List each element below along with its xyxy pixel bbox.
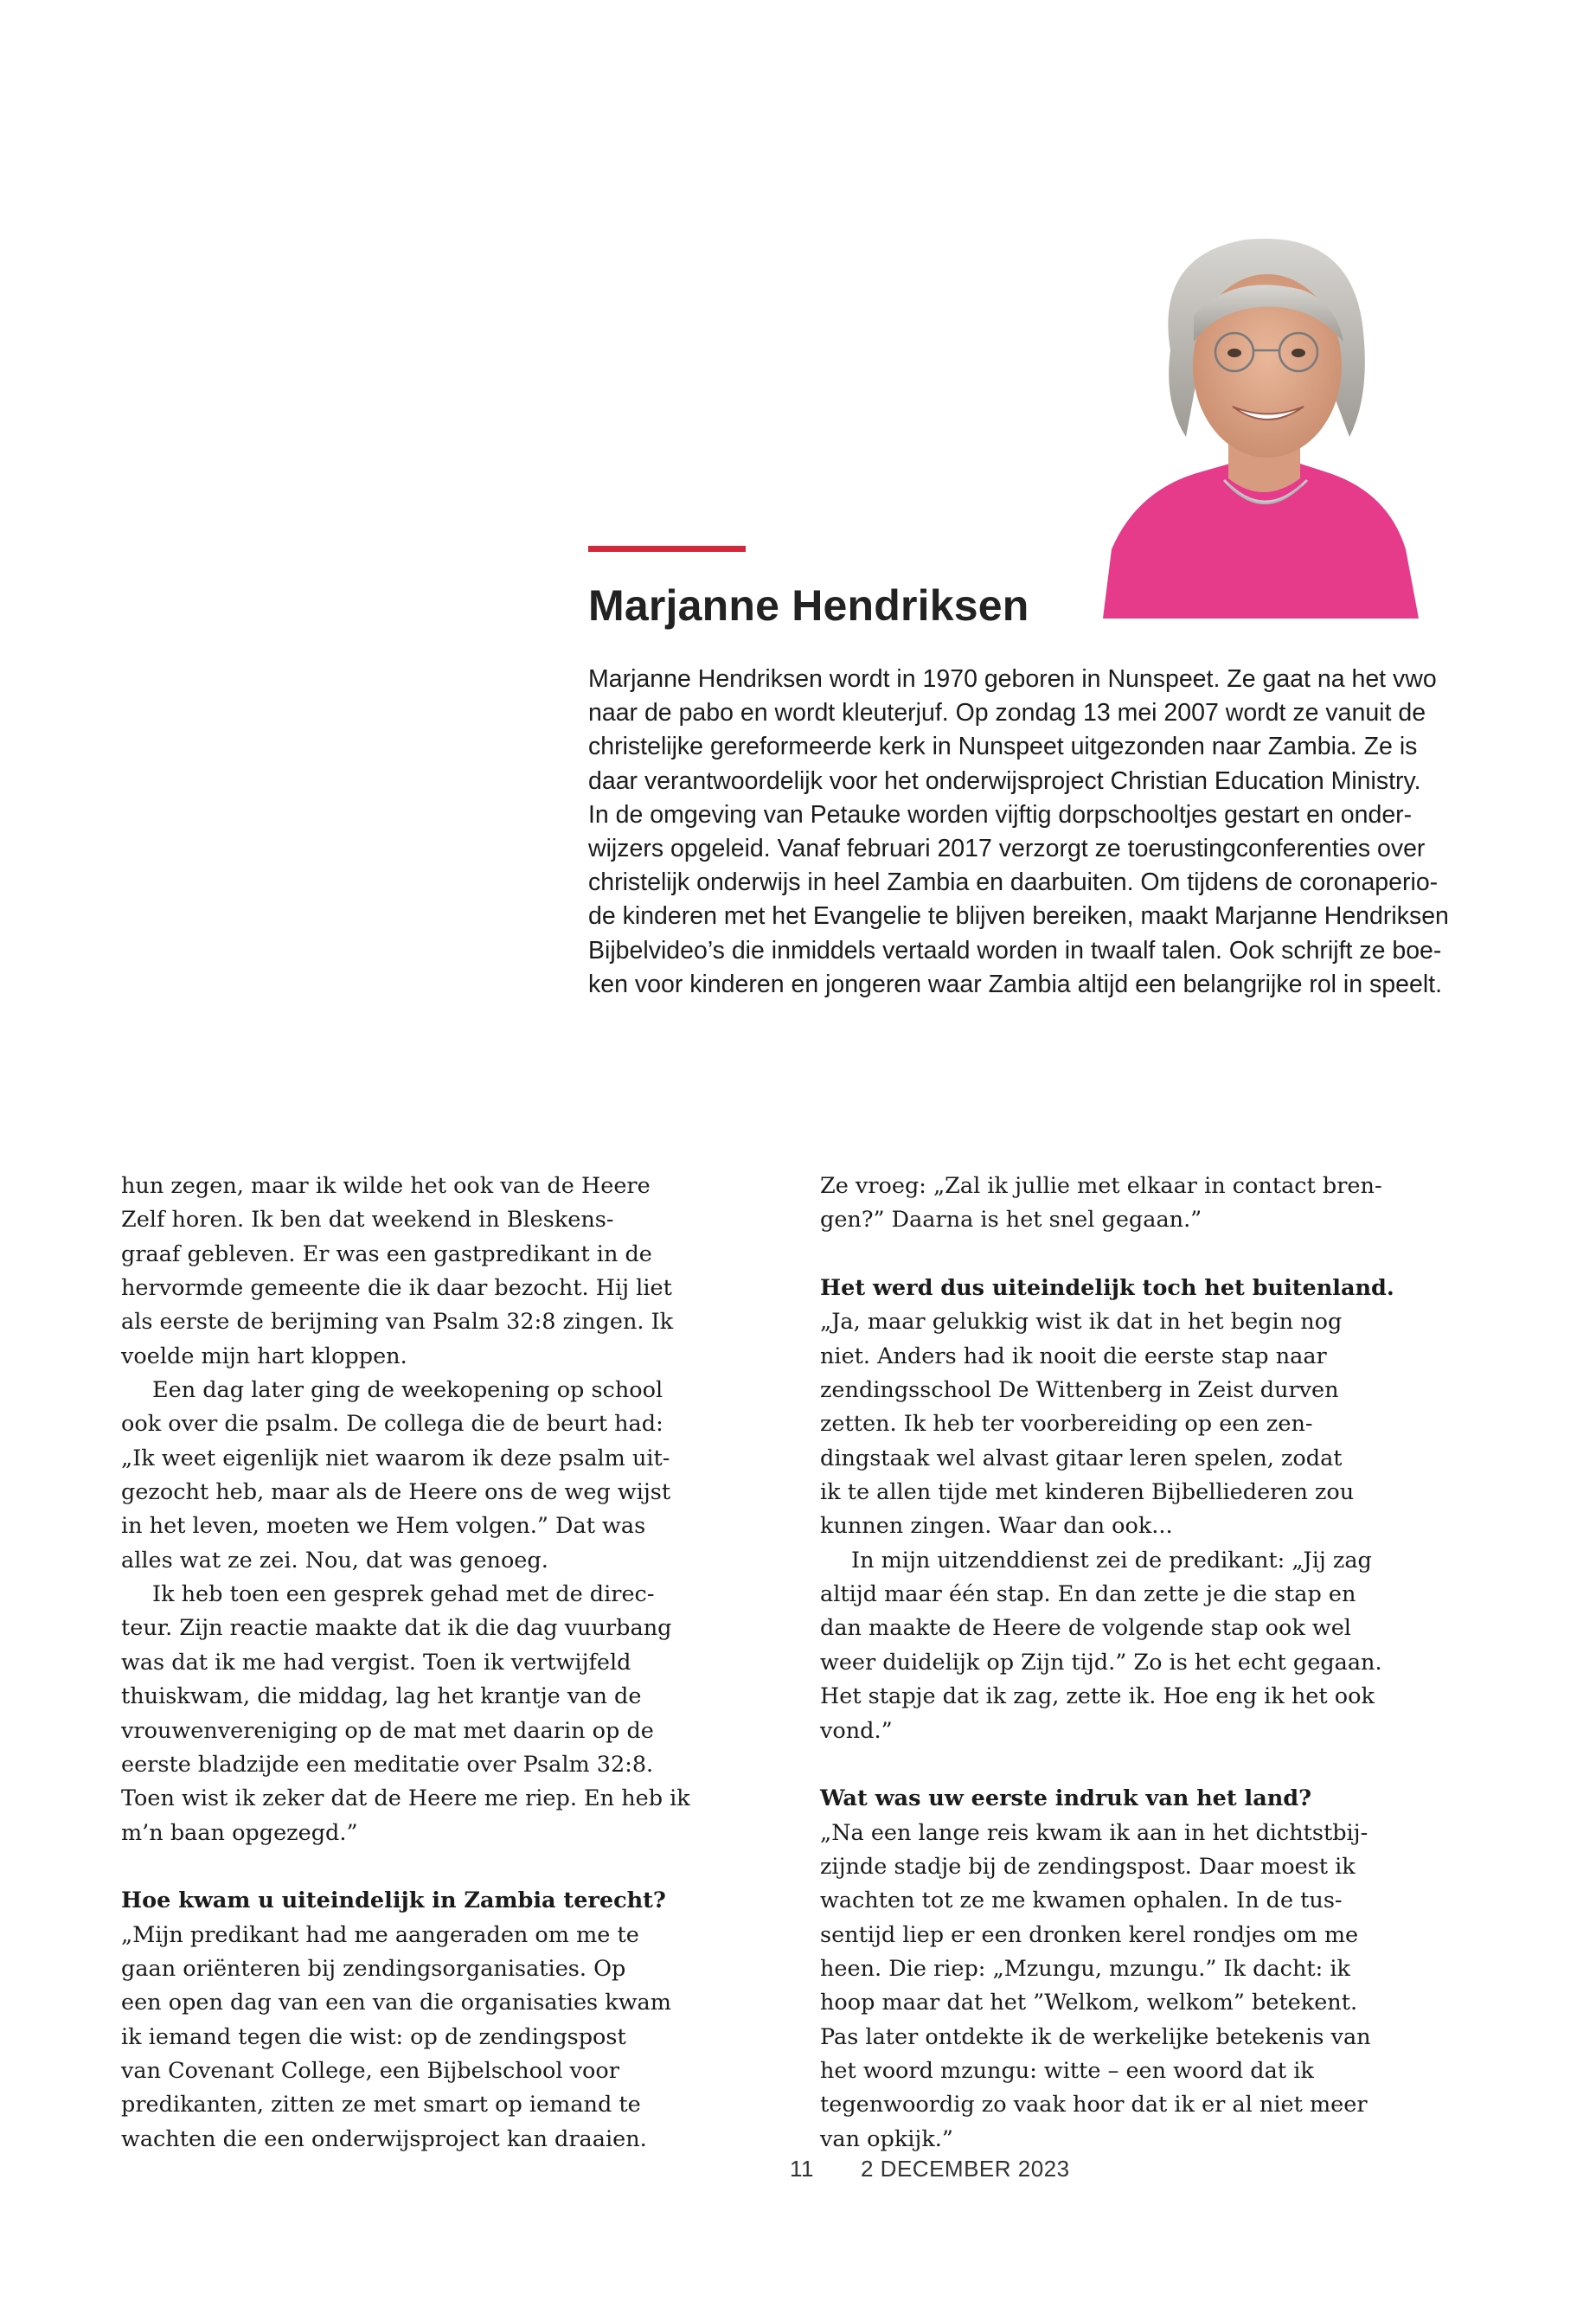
text-line: van opkijk.” [820, 2125, 953, 2152]
bio-line: Marjanne Hendriksen wordt in 1970 geboren in Nunspeet. Ze gaat na het vwo [588, 665, 1437, 693]
text-line: gaan oriënteren bij zendingsorganisaties. Op [121, 1955, 626, 1982]
text-line: eerste bladzijde een meditatie over Psalm 32:8. [121, 1751, 654, 1778]
text-line: ik iemand tegen die wist: op de zendingspost [121, 2023, 626, 2050]
text-line: ik te allen tijde met kinderen Bijbelliederen zou [820, 1479, 1355, 1506]
bio-line: In de omgeving van Petauke worden vijftig dorpschooltjes gestart en onder- [588, 800, 1413, 829]
text-line: m’n baan opgezegd.” [121, 1819, 358, 1846]
text-line: Een dag later ging de weekopening op school [152, 1377, 663, 1404]
paragraph-gap [121, 1850, 692, 1884]
bio-line: Bijbelvideo’s die inmiddels vertaald worden in twaalf talen. Ook schrijft ze boe- [588, 936, 1442, 965]
bio-line: christelijk onderwijs in heel Zambia en daarbuiten. Om tijdens de coronaperio- [588, 868, 1439, 897]
bio-line: naar de pabo en wordt kleuterjuf. Op zondag 13 mei 2007 wordt ze vanuit de [588, 699, 1426, 727]
portrait-photo [1103, 221, 1419, 619]
text-line: was dat ik me had vergist. Toen ik vertwijfeld [121, 1649, 631, 1676]
text-line: wachten tot ze me kwamen ophalen. In de tus- [820, 1888, 1343, 1914]
text-line: niet. Anders had ik nooit die eerste stap naar [820, 1343, 1327, 1369]
text-line: In mijn uitzenddienst zei de predikant: „Jij zag [851, 1547, 1372, 1574]
interview-question: Hoe kwam u uiteindelijk in Zambia terecht? [121, 1888, 666, 1914]
text-line: zendingsschool De Wittenberg in Zeist durven [820, 1377, 1339, 1404]
bio-line: daar verantwoordelijk voor het onderwijsproject Christian Education Ministry. [588, 766, 1421, 795]
bio-name: Marjanne Hendriksen [588, 581, 1029, 630]
text-line: weer duidelijk op Zijn tijd.” Zo is het echt gegaan. [820, 1649, 1382, 1676]
text-line: vrouwenvereniging op de mat met daarin op de [121, 1717, 654, 1744]
text-line: teur. Zijn reactie maakte dat ik die dag vuurbang [121, 1615, 672, 1642]
text-line: heen. Die riep: „Mzungu, mzungu.” Ik dacht: ik [820, 1955, 1350, 1982]
paragraph-gap [820, 1748, 1391, 1782]
text-line: „Mijn predikant had me aangeraden om me te [121, 1921, 639, 1948]
text-line: in het leven, moeten we Hem volgen.” Dat was [121, 1513, 646, 1540]
bio-line: ken voor kinderen en jongeren waar Zambia altijd een belangrijke rol in speelt. [588, 970, 1442, 998]
text-line: tegenwoordig zo vaak hoor dat ik er al niet meer [820, 2092, 1368, 2118]
text-line: Ik heb toen een gesprek gehad met de direc- [152, 1581, 655, 1608]
text-line: sentijd liep er een dronken kerel rondjes om me [820, 1921, 1359, 1948]
text-line: Zelf horen. Ik ben dat weekend in Bleskens- [121, 1207, 614, 1234]
text-line: dingstaak wel alvast gitaar leren spelen, zodat [820, 1445, 1343, 1471]
text-line: wachten die een onderwijsproject kan draaien. [121, 2125, 647, 2152]
text-line: als eerste de berijming van Psalm 32:8 zingen. Ik [121, 1309, 674, 1336]
text-line: hoop maar dat het ”Welkom, welkom” betekent. [820, 1990, 1358, 2016]
bio-line: de kinderen met het Evangelie te blijven bereiken, maakt Marjanne Hendriksen [588, 902, 1449, 931]
text-line: „Ik weet eigenlijk niet waarom ik deze psalm uit- [121, 1445, 670, 1471]
text-line: voelde mijn hart kloppen. [121, 1343, 407, 1369]
text-line: predikanten, zitten ze met smart op iemand te [121, 2092, 641, 2118]
interview-question: Het werd dus uiteindelijk toch het buitenland. [820, 1275, 1394, 1302]
text-line: Het stapje dat ik zag, zette ik. Hoe eng ik het ook [820, 1683, 1375, 1710]
text-line: van Covenant College, een Bijbelschool voor [121, 2057, 619, 2084]
text-line: Ze vroeg: „Zal ik jullie met elkaar in contact bren- [820, 1173, 1382, 1199]
text-line: hervormde gemeente die ik daar bezocht. Hij liet [121, 1275, 672, 1302]
text-line: „Ja, maar gelukkig wist ik dat in het begin nog [820, 1309, 1343, 1336]
text-line: gen?” Daarna is het snel gegaan.” [820, 1207, 1202, 1234]
text-line: Pas later ontdekte ik de werkelijke betekenis van [820, 2023, 1371, 2050]
text-line: altijd maar één stap. En dan zette je die stap en [820, 1581, 1356, 1608]
text-line: „Na een lange reis kwam ik aan in het dichtstbij- [820, 1819, 1368, 1846]
issue-date: 2 DECEMBER 2023 [861, 2156, 1070, 2182]
paragraph-gap [820, 1238, 1391, 1272]
text-line: dan maakte de Heere de volgende stap ook wel [820, 1615, 1351, 1642]
bio-line: christelijke gereformeerde kerk in Nunspeet uitgezonden naar Zambia. Ze is [588, 733, 1418, 761]
text-line: Toen wist ik zeker dat de Heere me riep. En heb ik [121, 1785, 690, 1812]
text-line: kunnen zingen. Waar dan ook... [820, 1513, 1173, 1540]
text-line: vond.” [820, 1717, 893, 1744]
article-left-column [121, 1170, 692, 2157]
text-line: gezocht heb, maar als de Heere ons de weg wijst [121, 1479, 671, 1506]
text-line: graaf gebleven. Er was een gastpredikant in de [121, 1240, 652, 1267]
interview-question: Wat was uw eerste indruk van het land? [820, 1785, 1312, 1812]
text-line: alles wat ze zei. Nou, dat was genoeg. [121, 1547, 548, 1574]
text-line: een open dag van een van die organisaties kwam [121, 1990, 671, 2016]
text-line: zetten. Ik heb ter voorbereiding op een zen- [820, 1411, 1313, 1438]
accent-bar [588, 546, 746, 552]
text-line: hun zegen, maar ik wilde het ook van de Heere [121, 1173, 651, 1199]
text-line: zijnde stadje bij de zendingspost. Daar moest ik [820, 1853, 1356, 1880]
text-line: ook over die psalm. De collega die de beurt had: [121, 1411, 663, 1438]
bio-line: wijzers opgeleid. Vanaf februari 2017 verzorgt ze toerustingconferenties over [588, 835, 1426, 863]
article-right-column [820, 1170, 1394, 2157]
text-line: het woord mzungu: witte – een woord dat ik [820, 2057, 1314, 2084]
page-number: 11 [790, 2156, 814, 2182]
text-line: thuiskwam, die middag, lag het krantje van de [121, 1683, 642, 1710]
bio-text [588, 663, 1488, 1002]
